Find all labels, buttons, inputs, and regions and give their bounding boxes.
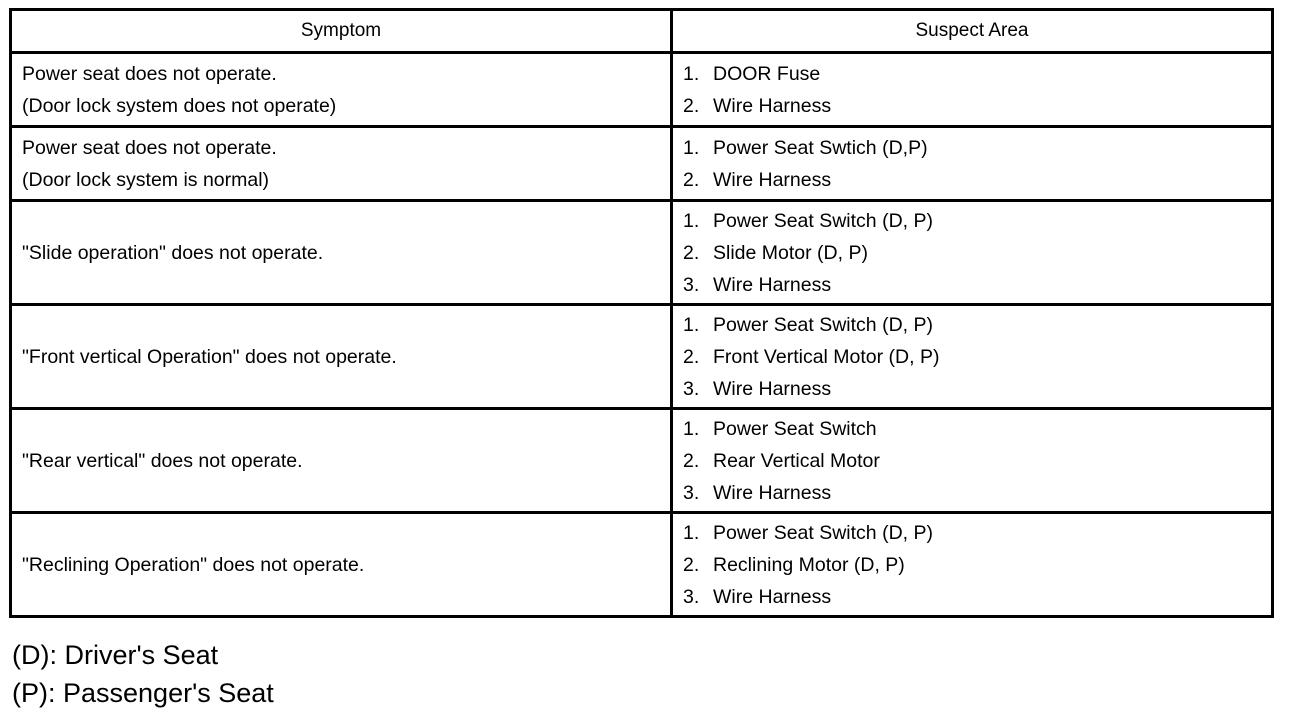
suspect-text: Wire Harness	[713, 481, 832, 504]
suspect-item	[683, 58, 1271, 90]
symptom-cell	[11, 409, 672, 513]
table-row	[11, 305, 1273, 409]
troubleshooting-table	[9, 8, 1274, 618]
suspect-number: 3.	[683, 585, 700, 608]
symptom-line: "Front vertical Operation" does not operate.	[22, 345, 397, 368]
symptom-line: (Door lock system does not operate)	[22, 94, 337, 117]
suspect-text: Reclining Motor (D, P)	[713, 553, 905, 576]
legend-driver: (D): Driver's Seat	[12, 640, 219, 670]
suspect-text: Wire Harness	[713, 273, 832, 296]
suspect-number: 1.	[683, 417, 700, 440]
suspect-number: 2.	[683, 168, 700, 191]
symptom-line: (Door lock system is normal)	[22, 168, 270, 191]
suspect-number: 2.	[683, 345, 700, 368]
suspect-item	[683, 373, 1271, 405]
suspect-cell	[672, 201, 1273, 305]
table-header-row	[11, 10, 1273, 53]
suspect-cell	[672, 53, 1273, 127]
symptom-line: "Rear vertical" does not operate.	[22, 449, 303, 472]
symptom-cell	[11, 53, 672, 127]
suspect-cell	[672, 305, 1273, 409]
suspect-number: 2.	[683, 241, 700, 264]
suspect-number: 3.	[683, 377, 700, 400]
symptom-cell	[11, 513, 672, 617]
legend-passenger: (P): Passenger's Seat	[12, 678, 274, 708]
suspect-number: 1.	[683, 313, 700, 336]
symptom-cell	[11, 201, 672, 305]
suspect-number: 1.	[683, 136, 700, 159]
table-row	[11, 201, 1273, 305]
suspect-item	[683, 413, 1271, 445]
suspect-text: Wire Harness	[713, 585, 832, 608]
suspect-number: 1.	[683, 521, 700, 544]
table-row	[11, 127, 1273, 201]
suspect-text: Rear Vertical Motor	[713, 449, 880, 472]
suspect-number: 3.	[683, 273, 700, 296]
suspect-item	[683, 90, 1271, 122]
suspect-item	[683, 445, 1271, 477]
suspect-text: Wire Harness	[713, 168, 832, 191]
suspect-text: Power Seat Switch (D, P)	[713, 209, 933, 232]
suspect-number: 1.	[683, 62, 700, 85]
header-suspect-area: Suspect Area	[672, 10, 1273, 53]
suspect-cell	[672, 513, 1273, 617]
suspect-item	[683, 132, 1271, 164]
suspect-text: Power Seat Switch	[713, 417, 877, 440]
suspect-item	[683, 581, 1271, 613]
suspect-cell	[672, 127, 1273, 201]
suspect-number: 2.	[683, 94, 700, 117]
symptom-line: "Reclining Operation" does not operate.	[22, 553, 365, 576]
suspect-number: 2.	[683, 449, 700, 472]
suspect-text: Power Seat Switch (D, P)	[713, 313, 933, 336]
table-row	[11, 513, 1273, 617]
seat-legend	[12, 636, 274, 712]
symptom-line: Power seat does not operate.	[22, 62, 277, 85]
suspect-item	[683, 341, 1271, 373]
header-symptom: Symptom	[11, 10, 672, 53]
suspect-text: Slide Motor (D, P)	[713, 241, 868, 264]
suspect-item	[683, 517, 1271, 549]
symptom-line: "Slide operation" does not operate.	[22, 241, 324, 264]
suspect-item	[683, 164, 1271, 196]
suspect-text: Front Vertical Motor (D, P)	[713, 345, 940, 368]
suspect-item	[683, 549, 1271, 581]
suspect-text: Power Seat Switch (D, P)	[713, 521, 933, 544]
table-row	[11, 53, 1273, 127]
suspect-item	[683, 237, 1271, 269]
symptom-cell	[11, 127, 672, 201]
suspect-item	[683, 205, 1271, 237]
suspect-number: 3.	[683, 481, 700, 504]
symptom-line: Power seat does not operate.	[22, 136, 277, 159]
suspect-text: Power Seat Swtich (D,P)	[713, 136, 928, 159]
suspect-text: Wire Harness	[713, 94, 832, 117]
suspect-item	[683, 269, 1271, 301]
suspect-item	[683, 309, 1271, 341]
suspect-text: DOOR Fuse	[713, 62, 821, 85]
table-row	[11, 409, 1273, 513]
suspect-cell	[672, 409, 1273, 513]
suspect-number: 1.	[683, 209, 700, 232]
symptom-cell	[11, 305, 672, 409]
suspect-item	[683, 477, 1271, 509]
suspect-text: Wire Harness	[713, 377, 832, 400]
suspect-number: 2.	[683, 553, 700, 576]
